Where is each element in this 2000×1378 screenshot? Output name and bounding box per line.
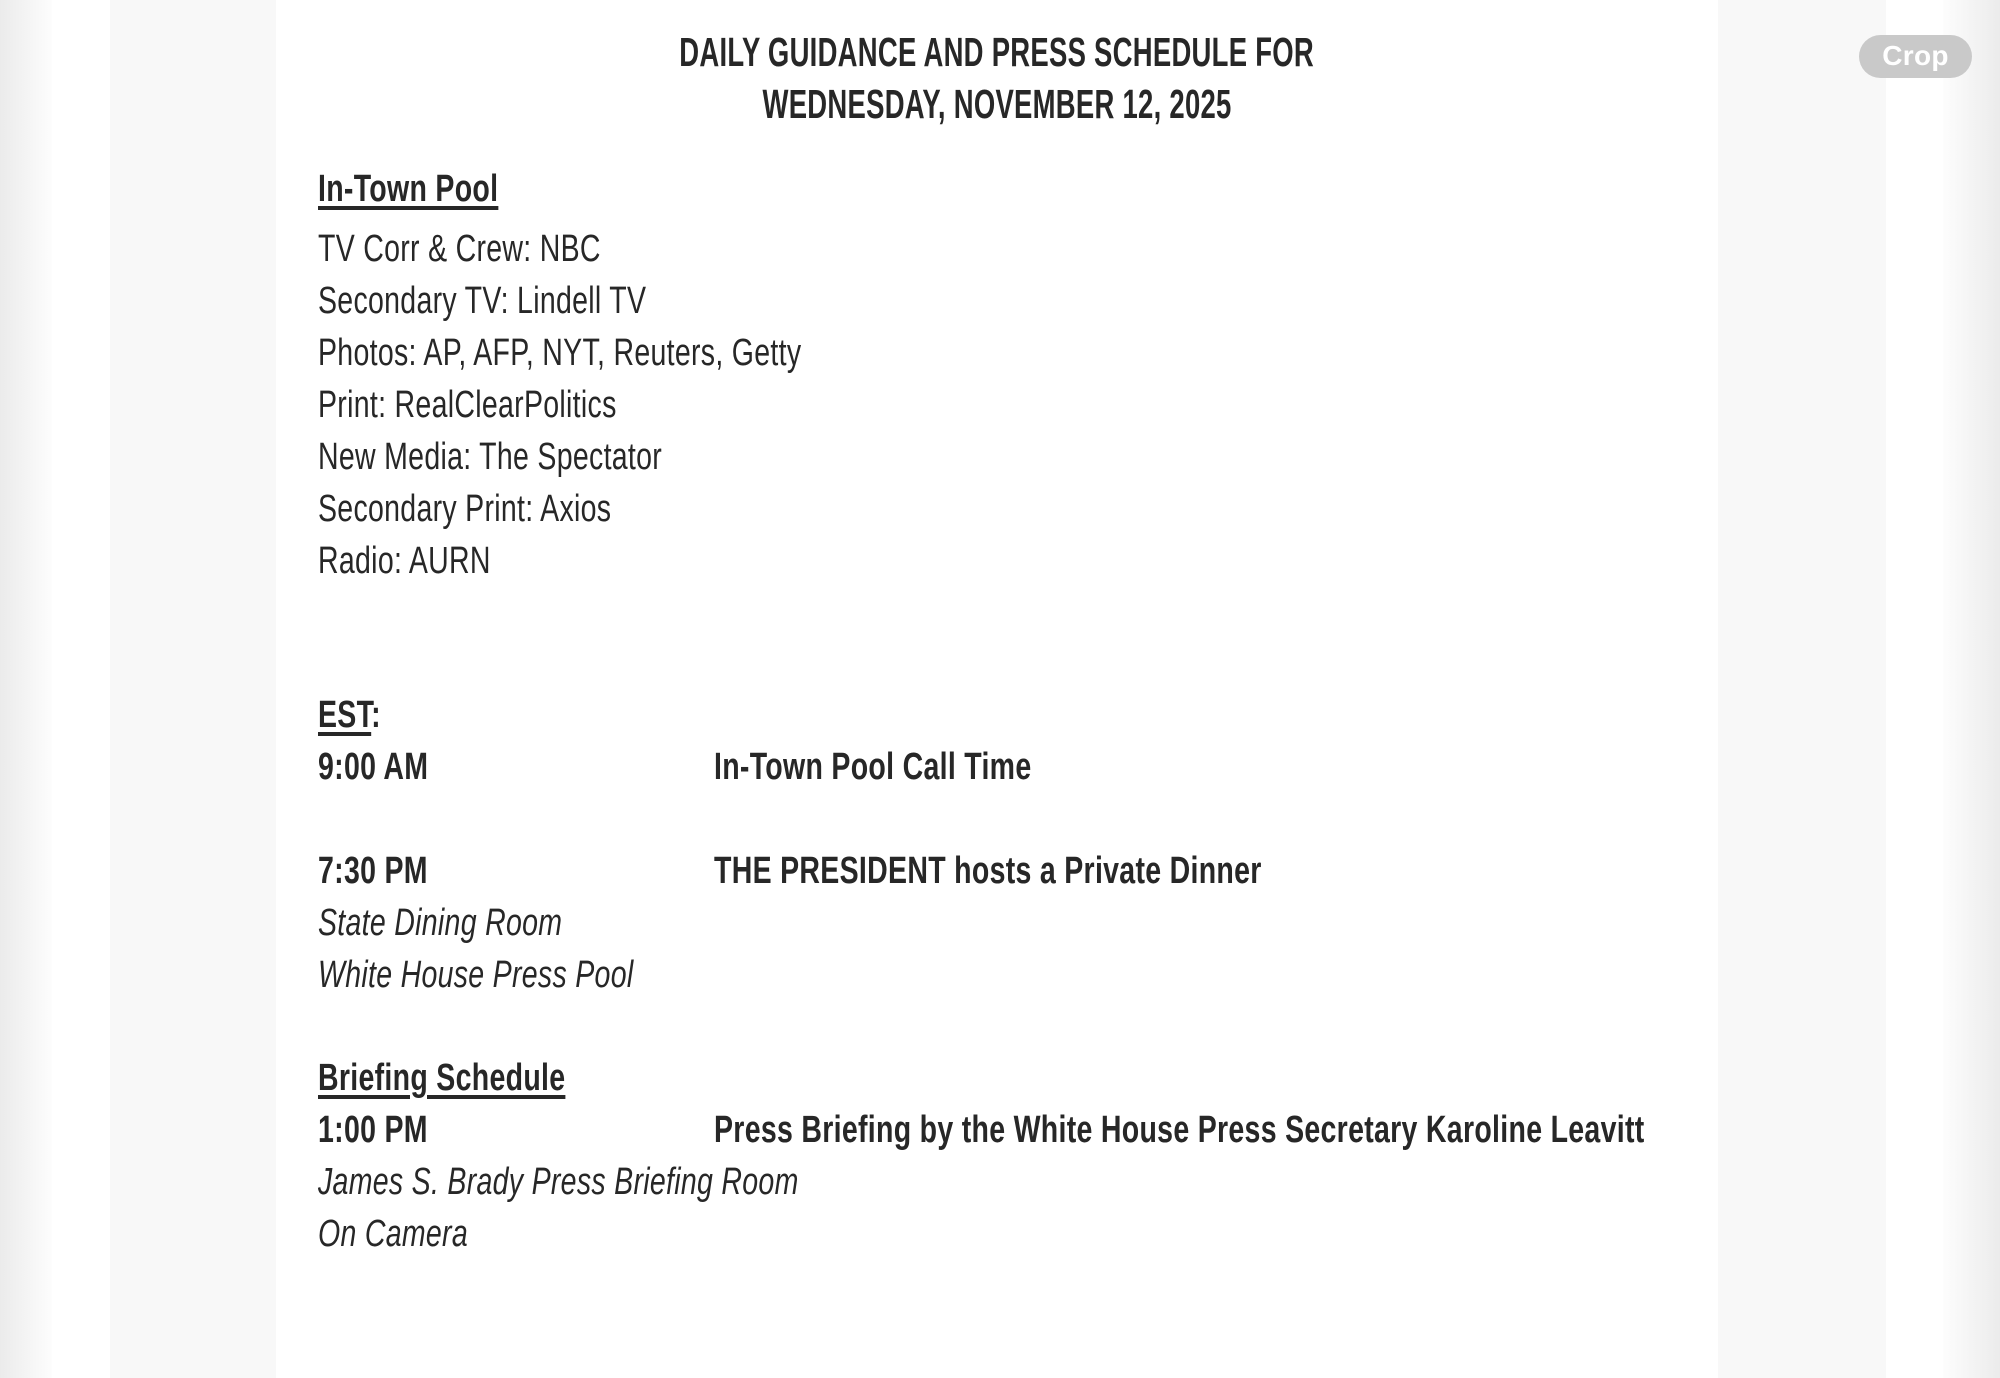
crop-button-label: Crop <box>1882 39 1949 71</box>
backdrop-rail-left <box>52 0 110 1378</box>
pool-line-secondary-print: Secondary Print: Axios <box>318 488 612 530</box>
schedule-row-press-briefing <box>318 1104 1676 1156</box>
event-detail-press-pool: White House Press Pool <box>318 954 634 996</box>
event-time: 7:30 PM <box>318 850 428 892</box>
backdrop-shadow-left <box>0 0 52 1378</box>
schedule-row-pool-call-time <box>318 741 1676 793</box>
adjacent-page-left <box>110 0 276 1378</box>
backdrop-rail-right <box>1886 0 1943 1378</box>
pool-line-secondary-tv: Secondary TV: Lindell TV <box>318 280 647 322</box>
backdrop-shadow-right <box>1943 0 2000 1378</box>
in-town-pool-heading: In-Town Pool <box>318 168 499 210</box>
pool-line-print: Print: RealClearPolitics <box>318 384 617 426</box>
event-detail-on-camera: On Camera <box>318 1213 469 1255</box>
pool-line-radio: Radio: AURN <box>318 540 491 582</box>
pool-line-photos: Photos: AP, AFP, NYT, Reuters, Getty <box>318 332 802 374</box>
pool-line-new-media: New Media: The Spectator <box>318 436 663 478</box>
event-detail-location: State Dining Room <box>318 902 563 944</box>
adjacent-page-right <box>1718 0 1886 1378</box>
briefing-schedule-heading: Briefing Schedule <box>318 1057 566 1099</box>
event-time: 9:00 AM <box>318 746 429 788</box>
est-heading: EST: <box>318 694 381 736</box>
document-title-line-2: WEDNESDAY, NOVEMBER 12, 2025 <box>762 81 1232 127</box>
crop-button[interactable] <box>1859 35 1972 78</box>
event-time: 1:00 PM <box>318 1109 428 1151</box>
event-title: Press Briefing by the White House Press Secretary Karoline Leavitt <box>714 1109 1645 1151</box>
document-page <box>276 0 1718 1378</box>
document-title-line-1: DAILY GUIDANCE AND PRESS SCHEDULE FOR <box>679 29 1315 75</box>
schedule-row-private-dinner <box>318 845 1676 897</box>
pool-line-tv-corr: TV Corr & Crew: NBC <box>318 228 601 270</box>
press-schedule-document <box>276 0 1718 1260</box>
event-title: In-Town Pool Call Time <box>714 746 1032 788</box>
event-detail-briefing-room: James S. Brady Press Briefing Room <box>318 1161 799 1203</box>
event-title: THE PRESIDENT hosts a Private Dinner <box>714 850 1262 892</box>
